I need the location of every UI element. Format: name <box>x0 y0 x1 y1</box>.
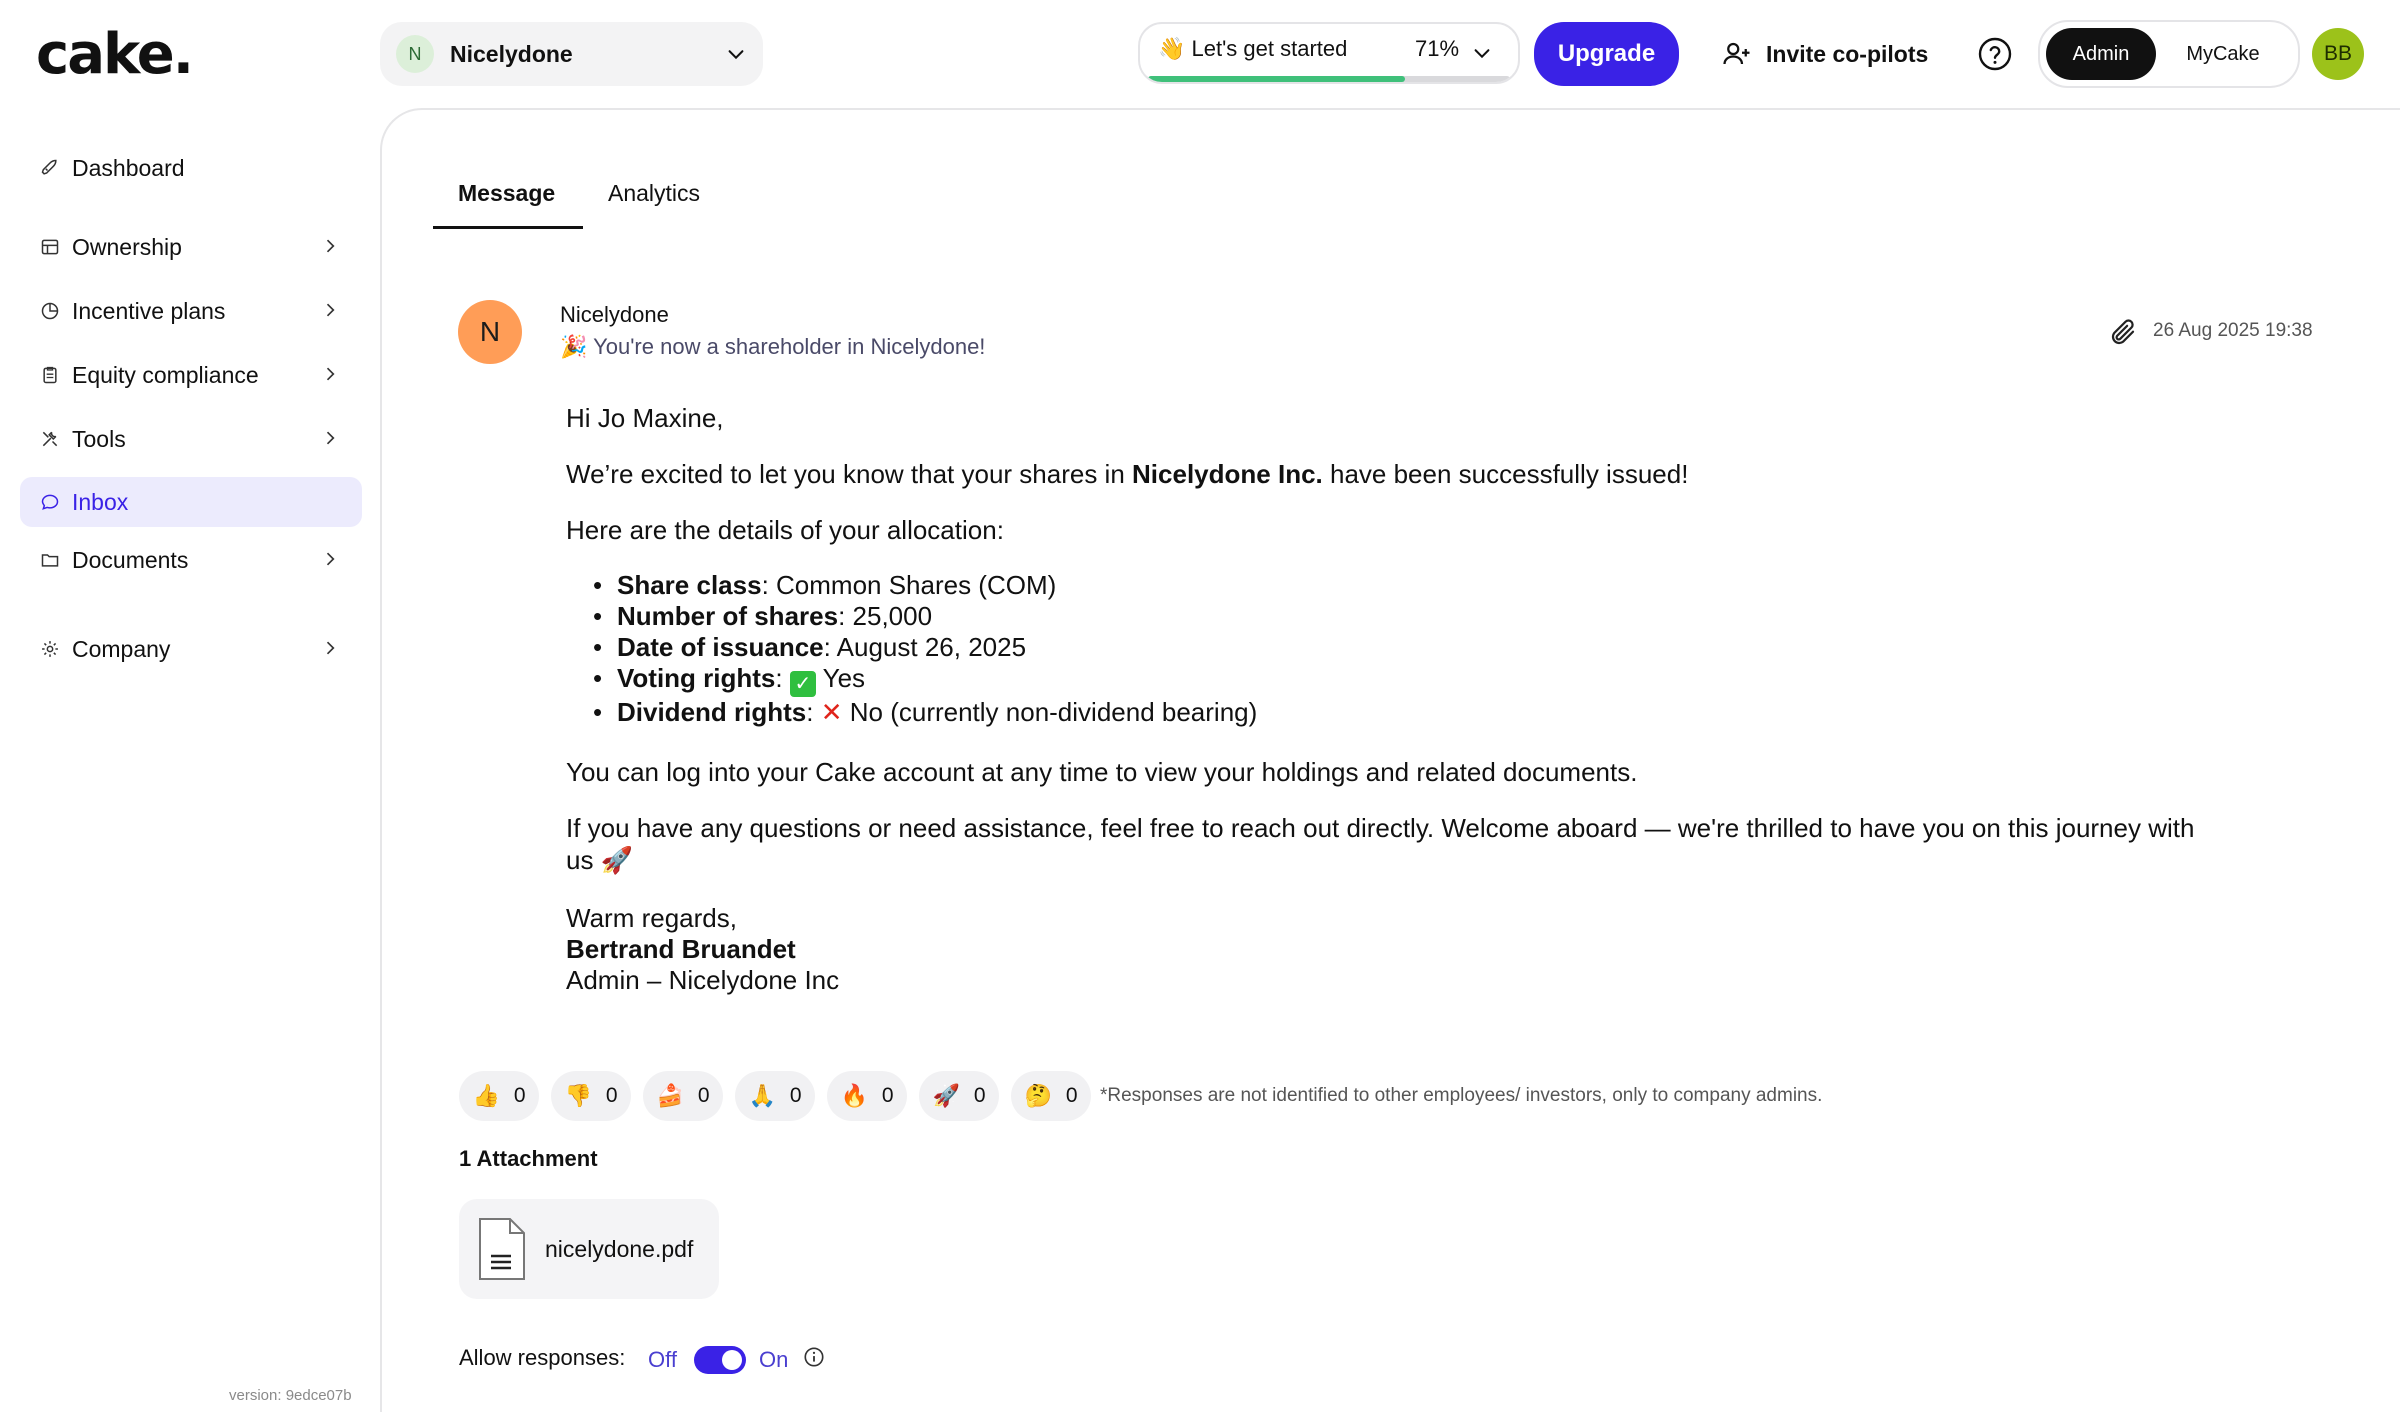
message-intro: We’re excited to let you know that your shares in Nicelydone Inc. have been successfully issued! <box>566 459 1689 489</box>
message-signer-title: Admin – Nicelydone Inc <box>566 965 840 995</box>
list-item: • Share class: Common Shares (COM) <box>617 570 1257 601</box>
onboarding-label: 👋 Let's get started <box>1158 36 1348 61</box>
sidebar-item-label: Incentive plans <box>72 297 226 324</box>
message-login-paragraph: You can log into your Cake account at any time to view your holdings and related documents. <box>566 757 1638 787</box>
company-initial-badge: N <box>396 35 434 73</box>
sidebar-item-label: Tools <box>72 425 126 452</box>
tab-message[interactable]: Message <box>458 180 556 206</box>
sidebar-item-documents[interactable] <box>20 535 362 585</box>
chevron-right-icon <box>320 236 340 256</box>
reaction-thumbs-down[interactable]: 👎 0 <box>551 1071 631 1121</box>
message-signoff: Warm regards, <box>566 903 737 933</box>
fire-icon: 🔥 <box>840 1083 868 1108</box>
allocation-details-list <box>617 570 1257 728</box>
allow-responses-label: Allow responses: <box>459 1345 626 1370</box>
chevron-right-icon <box>320 364 340 384</box>
message-questions-line-2: us 🚀 <box>566 845 634 875</box>
pray-icon: 🙏 <box>748 1083 776 1108</box>
reaction-rocket[interactable]: 🚀 0 <box>919 1071 999 1121</box>
message-greeting: Hi Jo Maxine, <box>566 403 724 433</box>
mode-mycake[interactable]: MyCake <box>2186 42 2260 65</box>
sidebar-item-tools[interactable] <box>20 414 362 464</box>
tab-analytics[interactable]: Analytics <box>608 180 701 206</box>
cake-logo[interactable]: cake. <box>36 22 192 87</box>
help-icon[interactable] <box>1977 36 2013 72</box>
reaction-pray[interactable]: 🙏 0 <box>735 1071 815 1121</box>
list-item: • Voting rights: ✓ Yes <box>617 663 1257 697</box>
attachments-title: 1 Attachment <box>459 1146 598 1171</box>
sidebar-item-label: Inbox <box>72 488 129 515</box>
sidebar-item-label: Ownership <box>72 233 182 260</box>
reaction-cake[interactable]: 🍰 0 <box>643 1071 723 1121</box>
onboarding-progress-fill <box>1148 76 1405 82</box>
responses-privacy-note: *Responses are not identified to other employees/ investors, only to company admins. <box>1100 1085 1823 1106</box>
sidebar-item-label: Equity compliance <box>72 361 259 388</box>
chevron-right-icon <box>320 638 340 658</box>
info-icon[interactable] <box>803 1346 825 1368</box>
gear-icon <box>40 639 60 659</box>
sidebar-item-ownership[interactable] <box>20 222 362 272</box>
active-tab-indicator <box>433 226 583 229</box>
table-icon <box>40 237 60 257</box>
thumbs-down-icon: 👎 <box>564 1083 592 1108</box>
chevron-right-icon <box>320 300 340 320</box>
thinking-face-icon: 🤔 <box>1024 1083 1052 1108</box>
toggle-knob <box>722 1350 742 1370</box>
onboarding-progress-track <box>1148 76 1510 82</box>
sidebar-item-incentive-plans[interactable] <box>20 286 362 336</box>
company-selector[interactable] <box>380 22 763 86</box>
list-item: • Date of issuance: August 26, 2025 <box>617 632 1257 663</box>
chevron-down-icon <box>725 43 747 65</box>
add-user-icon <box>1722 39 1752 69</box>
sidebar-item-dashboard[interactable] <box>20 143 362 193</box>
company-name: Nicelydone <box>450 40 573 67</box>
message-signer: Bertrand Bruandet <box>566 934 796 964</box>
list-item: • Number of shares: 25,000 <box>617 601 1257 632</box>
details-intro: Here are the details of your allocation: <box>566 515 1004 545</box>
allow-responses-toggle[interactable] <box>694 1346 746 1374</box>
chevron-down-icon <box>1471 42 1493 64</box>
list-item: • Dividend rights: ✕ No (currently non-dividend bearing) <box>617 697 1257 728</box>
attachment-file[interactable] <box>459 1199 719 1299</box>
onboarding-percent: 71% <box>1415 36 1460 61</box>
sidebar-item-label: Company <box>72 635 171 662</box>
chat-bubble-icon <box>40 492 60 512</box>
message-timestamp: 26 Aug 2025 19:38 <box>2153 320 2313 341</box>
tools-icon <box>40 429 60 449</box>
sidebar-item-label: Documents <box>72 546 189 573</box>
reaction-fire[interactable]: 🔥 0 <box>827 1071 907 1121</box>
chevron-right-icon <box>320 428 340 448</box>
sidebar-item-company[interactable] <box>20 624 362 674</box>
invite-co-pilots-button[interactable] <box>1722 30 1928 78</box>
toggle-off-label: Off <box>648 1347 677 1372</box>
invite-label: Invite co-pilots <box>1766 40 1929 67</box>
sidebar-item-label: Dashboard <box>72 154 185 181</box>
paperclip-icon <box>2108 318 2138 348</box>
upgrade-button[interactable]: Upgrade <box>1534 22 1679 86</box>
chevron-right-icon <box>320 549 340 569</box>
folder-icon <box>40 550 60 570</box>
sender-name: Nicelydone <box>560 302 669 327</box>
rocket-icon <box>40 158 60 178</box>
cake-icon: 🍰 <box>656 1083 684 1108</box>
thumbs-up-icon: 👍 <box>472 1083 500 1108</box>
message-subject: 🎉 You're now a shareholder in Nicelydone! <box>560 334 986 359</box>
mode-admin[interactable]: Admin <box>2046 28 2156 80</box>
reaction-thinking[interactable]: 🤔 0 <box>1011 1071 1091 1121</box>
sidebar-item-inbox[interactable] <box>20 477 362 527</box>
onboarding-progress-dropdown[interactable] <box>1138 22 1520 84</box>
cross-mark-icon: ✕ <box>820 697 843 727</box>
rocket-icon: 🚀 <box>932 1083 960 1108</box>
pie-chart-icon <box>40 301 60 321</box>
toggle-on-label: On <box>759 1347 789 1372</box>
clipboard-icon <box>40 365 60 385</box>
mode-switcher <box>2038 20 2300 88</box>
reaction-thumbs-up[interactable]: 👍 0 <box>459 1071 539 1121</box>
document-icon <box>477 1216 527 1282</box>
user-avatar[interactable]: BB <box>2312 28 2364 80</box>
sidebar-item-equity-compliance[interactable] <box>20 350 362 400</box>
sender-avatar: N <box>458 300 522 364</box>
message-questions-line-1: If you have any questions or need assistance, feel free to reach out directly. Welcome aboard — we're thrilled to have you on this journey with <box>566 813 2195 843</box>
attachment-filename: nicelydone.pdf <box>545 1235 694 1262</box>
version-label: version: 9edce07b <box>229 1387 352 1404</box>
check-mark-icon: ✓ <box>790 671 816 697</box>
